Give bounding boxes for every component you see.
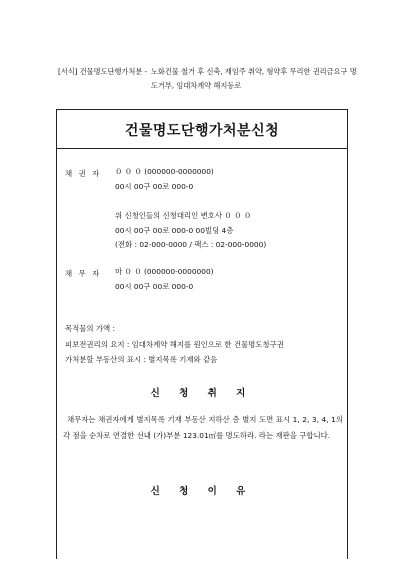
debtor-address: 00시 00구 00로 000-0 (115, 282, 194, 291)
claim-value: 목적물의 가액 : (65, 324, 116, 333)
creditor-label: 채 권 자 (65, 169, 102, 178)
debtor-label: 채 무 자 (65, 269, 102, 278)
document-title: 건물명도단행가처분신청 (124, 123, 280, 139)
form-tag: [서식] 건물명도단행가처분 - (58, 67, 147, 76)
purpose-heading: 신 청 취 지 (150, 388, 254, 399)
form-header (58, 65, 358, 93)
title-divider (57, 148, 347, 149)
purpose-text: 채무자는 채권자에게 별지목록 기재 부동산 지하산 층 별지 도면 표시 1, 2, 3, 4, 1의 각 점을 순차로 연결한 선내 (가)부분 123.01㎡를 명도하라. 라는 재판을 구합니다. (63, 415, 343, 440)
reason-heading: 신 청 이 유 (150, 486, 254, 497)
creditor-address: 00시 00구 00로 000-0 (115, 182, 194, 191)
agent-line-2: 00시 00구 00로 000-0 00빌딩 4층 (115, 226, 234, 235)
debtor-name: 마 ０ ０ (000000-0000000) (115, 267, 214, 276)
form-note: 노화건물 철거 후 신축, 재임주 취약, 형약후 무리한 권리금요구 명도거부, 임대차계약 해지등로 (150, 67, 357, 90)
agent-line-3: (전화 : 02-000-0000 / 팩스 : 02-000-0000) (115, 240, 267, 249)
document-frame (56, 109, 348, 559)
claim-property: 가처분할 부동산의 표시 : 별지목록 기재와 같음 (65, 355, 218, 364)
agent-line-1: 위 신청인들의 신청대리인 변호사 ０ ０ ０ (115, 211, 252, 220)
creditor-name: ０ ０ ０ (000000-0000000) (115, 167, 214, 176)
claim-right: 피보전권리의 요지 : 임대차계약 해지를 원인으로 한 건물명도청구권 (65, 340, 284, 349)
